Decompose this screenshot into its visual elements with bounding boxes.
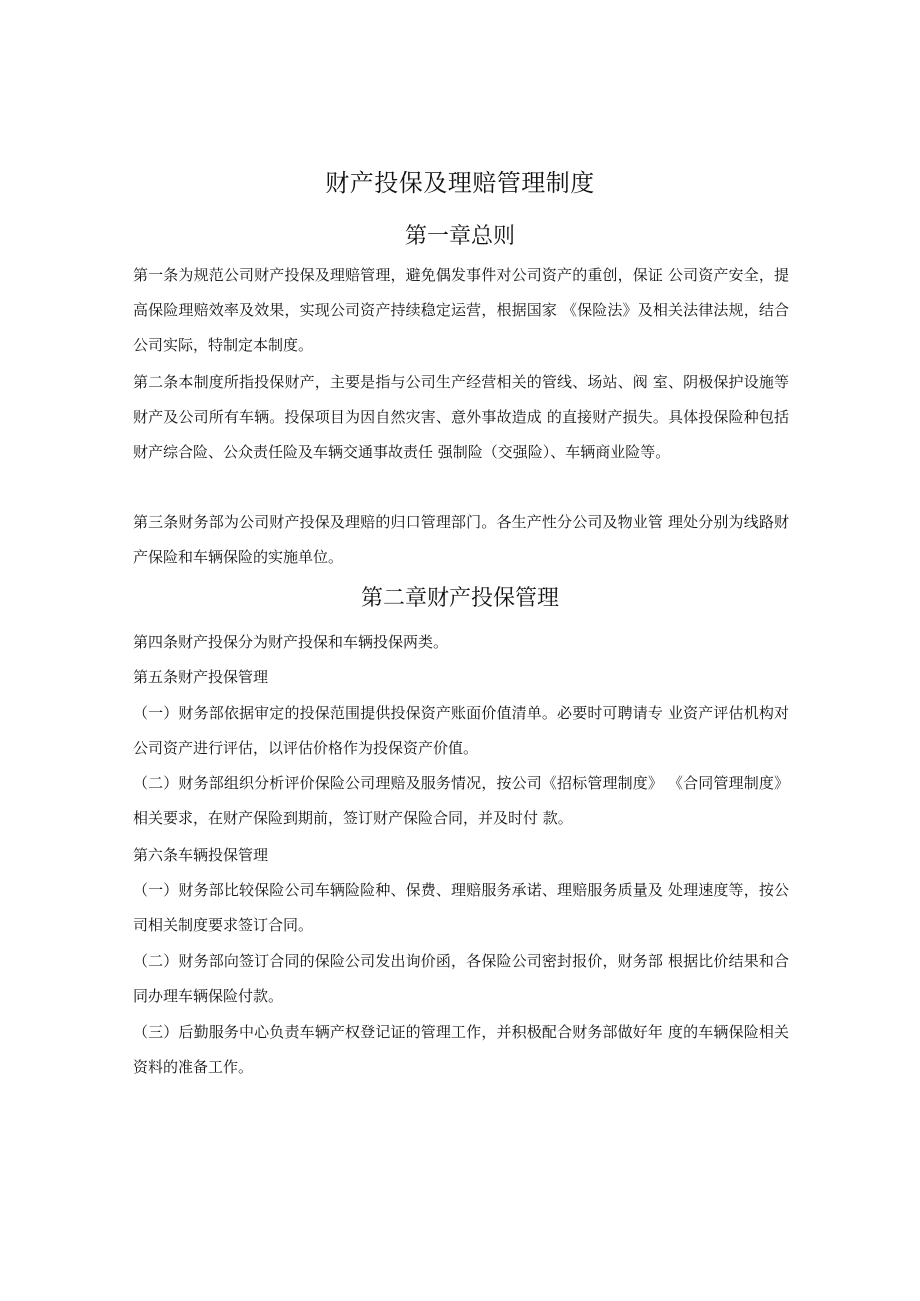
document-title: 财产投保及理赔管理制度 bbox=[325, 169, 595, 197]
article-5-heading: 第五条财产投保管理 bbox=[133, 668, 269, 686]
chapter-1-heading: 第一章总则 bbox=[404, 224, 515, 249]
article-6-item-2: （二）财务部向签订合同的保险公司发出询价函，各保险公司密封报价，财务部 根据比价结果和合同办理车辆保险付款。 bbox=[133, 952, 789, 1005]
article-4: 第四条财产投保分为财产投保和车辆投保两类。 bbox=[133, 633, 449, 651]
article-3: 第三条财务部为公司财产投保及理赔的归口管理部门。各生产性分公司及物业管 理处分别为线路财产保险和车辆保险的实施单位。 bbox=[133, 513, 789, 566]
article-2: 第二条本制度所指投保财产，主要是指与公司生产经营相关的管线、场站、阀 室、阴极保护设施等财产及公司所有车辆。投保项目为因自然灾害、意外事故造成 的直接财产损失。具体投保险种包括财产综合险、公众责任险及车辆交通事故责任 强制险（交强险）、车辆商业险等。 bbox=[133, 373, 789, 461]
chapter-2-heading: 第二章财产投保管理 bbox=[360, 586, 559, 611]
article-6-heading: 第六条车辆投保管理 bbox=[133, 846, 269, 864]
article-6-item-1: （一）财务部比较保险公司车辆险险种、保费、理赔服务承诺、理赔服务质量及 处理速度等，按公司相关制度要求签订合同。 bbox=[133, 881, 789, 934]
article-5-item-2: （二）财务部组织分析评价保险公司理赔及服务情况，按公司《招标管理制度》 《合同管理制度》相关要求，在财产保险到期前，签订财产保险合同，并及时付 款。 bbox=[133, 774, 789, 827]
article-1: 第一条为规范公司财产投保及理赔管理，避免偶发事件对公司资产的重创，保证 公司资产安全，提高保险理赔效率及效果，实现公司资产持续稳定运营，根据国家 《保险法》及相关法律法规，结合公司实际，特制定本制度。 bbox=[133, 266, 789, 354]
article-6-item-3: （三）后勤服务中心负责车辆产权登记证的管理工作，并积极配合财务部做好年 度的车辆保险相关资料的准备工作。 bbox=[133, 1023, 789, 1076]
article-5-item-1: （一）财务部依据审定的投保范围提供投保资产账面价值清单。必要时可聘请专 业资产评估机构对公司资产进行评估，以评估价格作为投保资产价值。 bbox=[133, 704, 789, 757]
